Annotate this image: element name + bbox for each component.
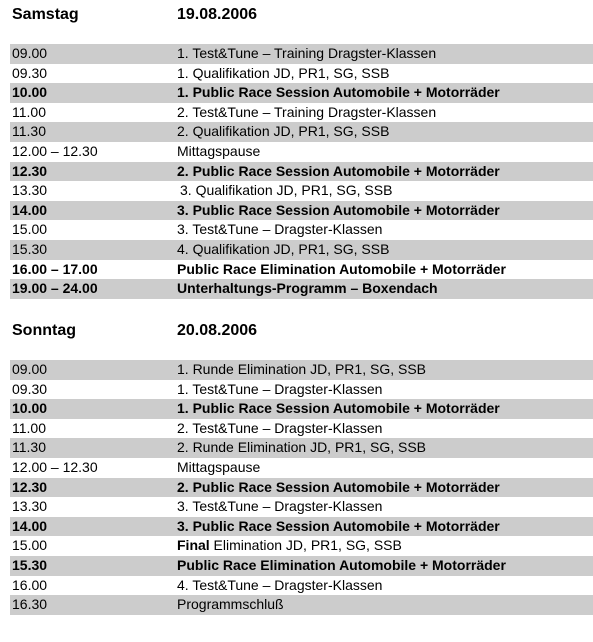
- schedule-event-text: Unterhaltungs-Programm – Boxendach: [177, 280, 438, 297]
- schedule-event: [177, 83, 500, 103]
- schedule-event: [177, 536, 402, 556]
- schedule-event: [177, 576, 382, 596]
- schedule-row: [10, 279, 593, 299]
- schedule-time: 15.00: [12, 221, 48, 238]
- schedule-event-text: 2. Public Race Session Automobile + Motorräder: [177, 478, 500, 495]
- schedule-event: [177, 595, 284, 615]
- schedule-row: [10, 595, 593, 615]
- schedule-event: [177, 279, 438, 299]
- schedule-row: [10, 517, 593, 537]
- schedule-time: 09.00: [12, 45, 48, 61]
- schedule-event-text: 1. Public Race Session Automobile + Motorräder: [177, 400, 500, 417]
- schedule-time: 12.30: [12, 162, 48, 179]
- schedule-time: 12.30: [12, 478, 48, 495]
- schedule-time: 09.00: [12, 361, 48, 377]
- schedule-row: [10, 103, 593, 123]
- schedule-row: [10, 122, 593, 142]
- schedule-row: [10, 399, 593, 419]
- schedule-event-text: 1. Public Race Session Automobile + Motorräder: [177, 84, 500, 101]
- schedule-time: 15.30: [12, 556, 48, 573]
- schedule-event: [177, 64, 389, 84]
- schedule-event: [177, 44, 436, 64]
- schedule-event-text: 2. Runde Elimination JD, PR1, SG, SSB: [177, 439, 426, 456]
- schedule-row: [10, 220, 593, 240]
- schedule-time: 12.00 – 12.30: [12, 458, 98, 475]
- schedule-event: [177, 497, 382, 517]
- schedule-event: [177, 556, 506, 576]
- saturday-day-label: Samstag: [12, 6, 79, 23]
- schedule-event-text: 3. Test&Tune – Dragster-Klassen: [177, 498, 383, 515]
- schedule-time: 10.00: [12, 84, 48, 101]
- schedule-event: [177, 360, 426, 380]
- saturday-date: 19.08.2006: [177, 6, 258, 23]
- sunday-schedule: [10, 360, 593, 615]
- schedule-time: 14.00: [12, 201, 48, 218]
- schedule-time: 09.30: [12, 380, 48, 397]
- schedule-event: [177, 380, 382, 400]
- schedule-row: [10, 497, 593, 517]
- schedule-event: [177, 220, 382, 240]
- schedule-event-text: 1. Qualifikation JD, PR1, SG, SSB: [177, 64, 390, 81]
- schedule-event-text: Public Race Elimination Automobile + Motorräder: [177, 556, 506, 573]
- schedule-event-text: 4. Test&Tune – Dragster-Klassen: [177, 576, 383, 593]
- schedule-event: [177, 517, 500, 537]
- schedule-event: [177, 399, 500, 419]
- schedule-time: 09.30: [12, 64, 48, 81]
- schedule-event-text: Elimination JD, PR1, SG, SSB: [209, 537, 402, 554]
- schedule-event: [177, 240, 389, 260]
- schedule-time: 11.30: [12, 123, 46, 140]
- schedule-time: 11.00: [12, 103, 46, 120]
- saturday-schedule: [10, 44, 593, 299]
- sunday-date: 20.08.2006: [177, 322, 258, 339]
- schedule-row: [10, 181, 593, 201]
- schedule-time: 10.00: [12, 400, 48, 417]
- schedule-time: 13.30: [12, 498, 48, 515]
- schedule-event: [177, 201, 500, 221]
- schedule-event-text: 2. Test&Tune – Training Dragster-Klassen: [177, 103, 437, 120]
- schedule-row: [10, 260, 593, 280]
- schedule-time: 12.00 – 12.30: [12, 142, 98, 159]
- schedule-event-text: 3. Qualifikation JD, PR1, SG, SSB: [180, 182, 393, 199]
- schedule-row: [10, 142, 593, 162]
- schedule-event: [177, 162, 500, 182]
- schedule-row: [10, 44, 593, 64]
- schedule-event-text: 1. Test&Tune – Training Dragster-Klassen: [177, 45, 437, 61]
- schedule-event-text: 1. Runde Elimination JD, PR1, SG, SSB: [177, 361, 426, 377]
- schedule-row: [10, 576, 593, 596]
- schedule-time: 19.00 – 24.00: [12, 280, 98, 297]
- schedule-row: [10, 419, 593, 439]
- schedule-event-text: Mittagspause: [177, 142, 261, 159]
- schedule-event-text: 3. Public Race Session Automobile + Motorräder: [177, 201, 500, 218]
- schedule-event: [177, 438, 426, 458]
- schedule-time: 16.30: [12, 596, 48, 613]
- schedule-event: [177, 478, 500, 498]
- sunday-header: [12, 320, 258, 342]
- schedule-row: [10, 380, 593, 400]
- schedule-event: [177, 103, 436, 123]
- schedule-event-text: 3. Test&Tune – Dragster-Klassen: [177, 221, 383, 238]
- schedule-event-text: 1. Test&Tune – Dragster-Klassen: [177, 380, 383, 397]
- schedule-row: [10, 478, 593, 498]
- schedule-event-text: 2. Test&Tune – Dragster-Klassen: [177, 419, 383, 436]
- schedule-event-text: Mittagspause: [177, 458, 261, 475]
- schedule-event-text: 3. Public Race Session Automobile + Motorräder: [177, 517, 500, 534]
- schedule-row: [10, 201, 593, 221]
- schedule-row: [10, 360, 593, 380]
- schedule-event-text: 4. Qualifikation JD, PR1, SG, SSB: [177, 240, 390, 257]
- schedule-time: 16.00 – 17.00: [12, 260, 98, 277]
- sunday-day-label: Sonntag: [12, 322, 76, 339]
- schedule-row: [10, 240, 593, 260]
- schedule-event: [177, 419, 382, 439]
- schedule-event: [177, 458, 260, 478]
- schedule-event: [177, 260, 506, 280]
- schedule-event: [177, 142, 260, 162]
- schedule-time: 11.30: [12, 439, 46, 456]
- schedule-row: [10, 536, 593, 556]
- schedule-row: [10, 83, 593, 103]
- schedule-time: 15.00: [12, 537, 48, 554]
- schedule-event: [177, 122, 389, 142]
- schedule-row: [10, 64, 593, 84]
- schedule-event-text: Programmschluß: [177, 596, 284, 613]
- schedule-time: 13.30: [12, 182, 48, 199]
- schedule-row: [10, 438, 593, 458]
- schedule-row: [10, 162, 593, 182]
- schedule-time: 16.00: [12, 576, 48, 593]
- schedule-time: 15.30: [12, 240, 48, 257]
- schedule-event-text: Public Race Elimination Automobile + Motorräder: [177, 260, 506, 277]
- schedule-event: [180, 181, 392, 201]
- schedule-row: [10, 556, 593, 576]
- schedule-time: 11.00: [12, 419, 46, 436]
- saturday-header: [12, 4, 258, 26]
- schedule-row: [10, 458, 593, 478]
- schedule-time: 14.00: [12, 517, 48, 534]
- schedule-event-text: 2. Qualifikation JD, PR1, SG, SSB: [177, 123, 390, 140]
- schedule-event-text: 2. Public Race Session Automobile + Motorräder: [177, 162, 500, 179]
- schedule-event-emphasis: Final: [177, 537, 210, 554]
